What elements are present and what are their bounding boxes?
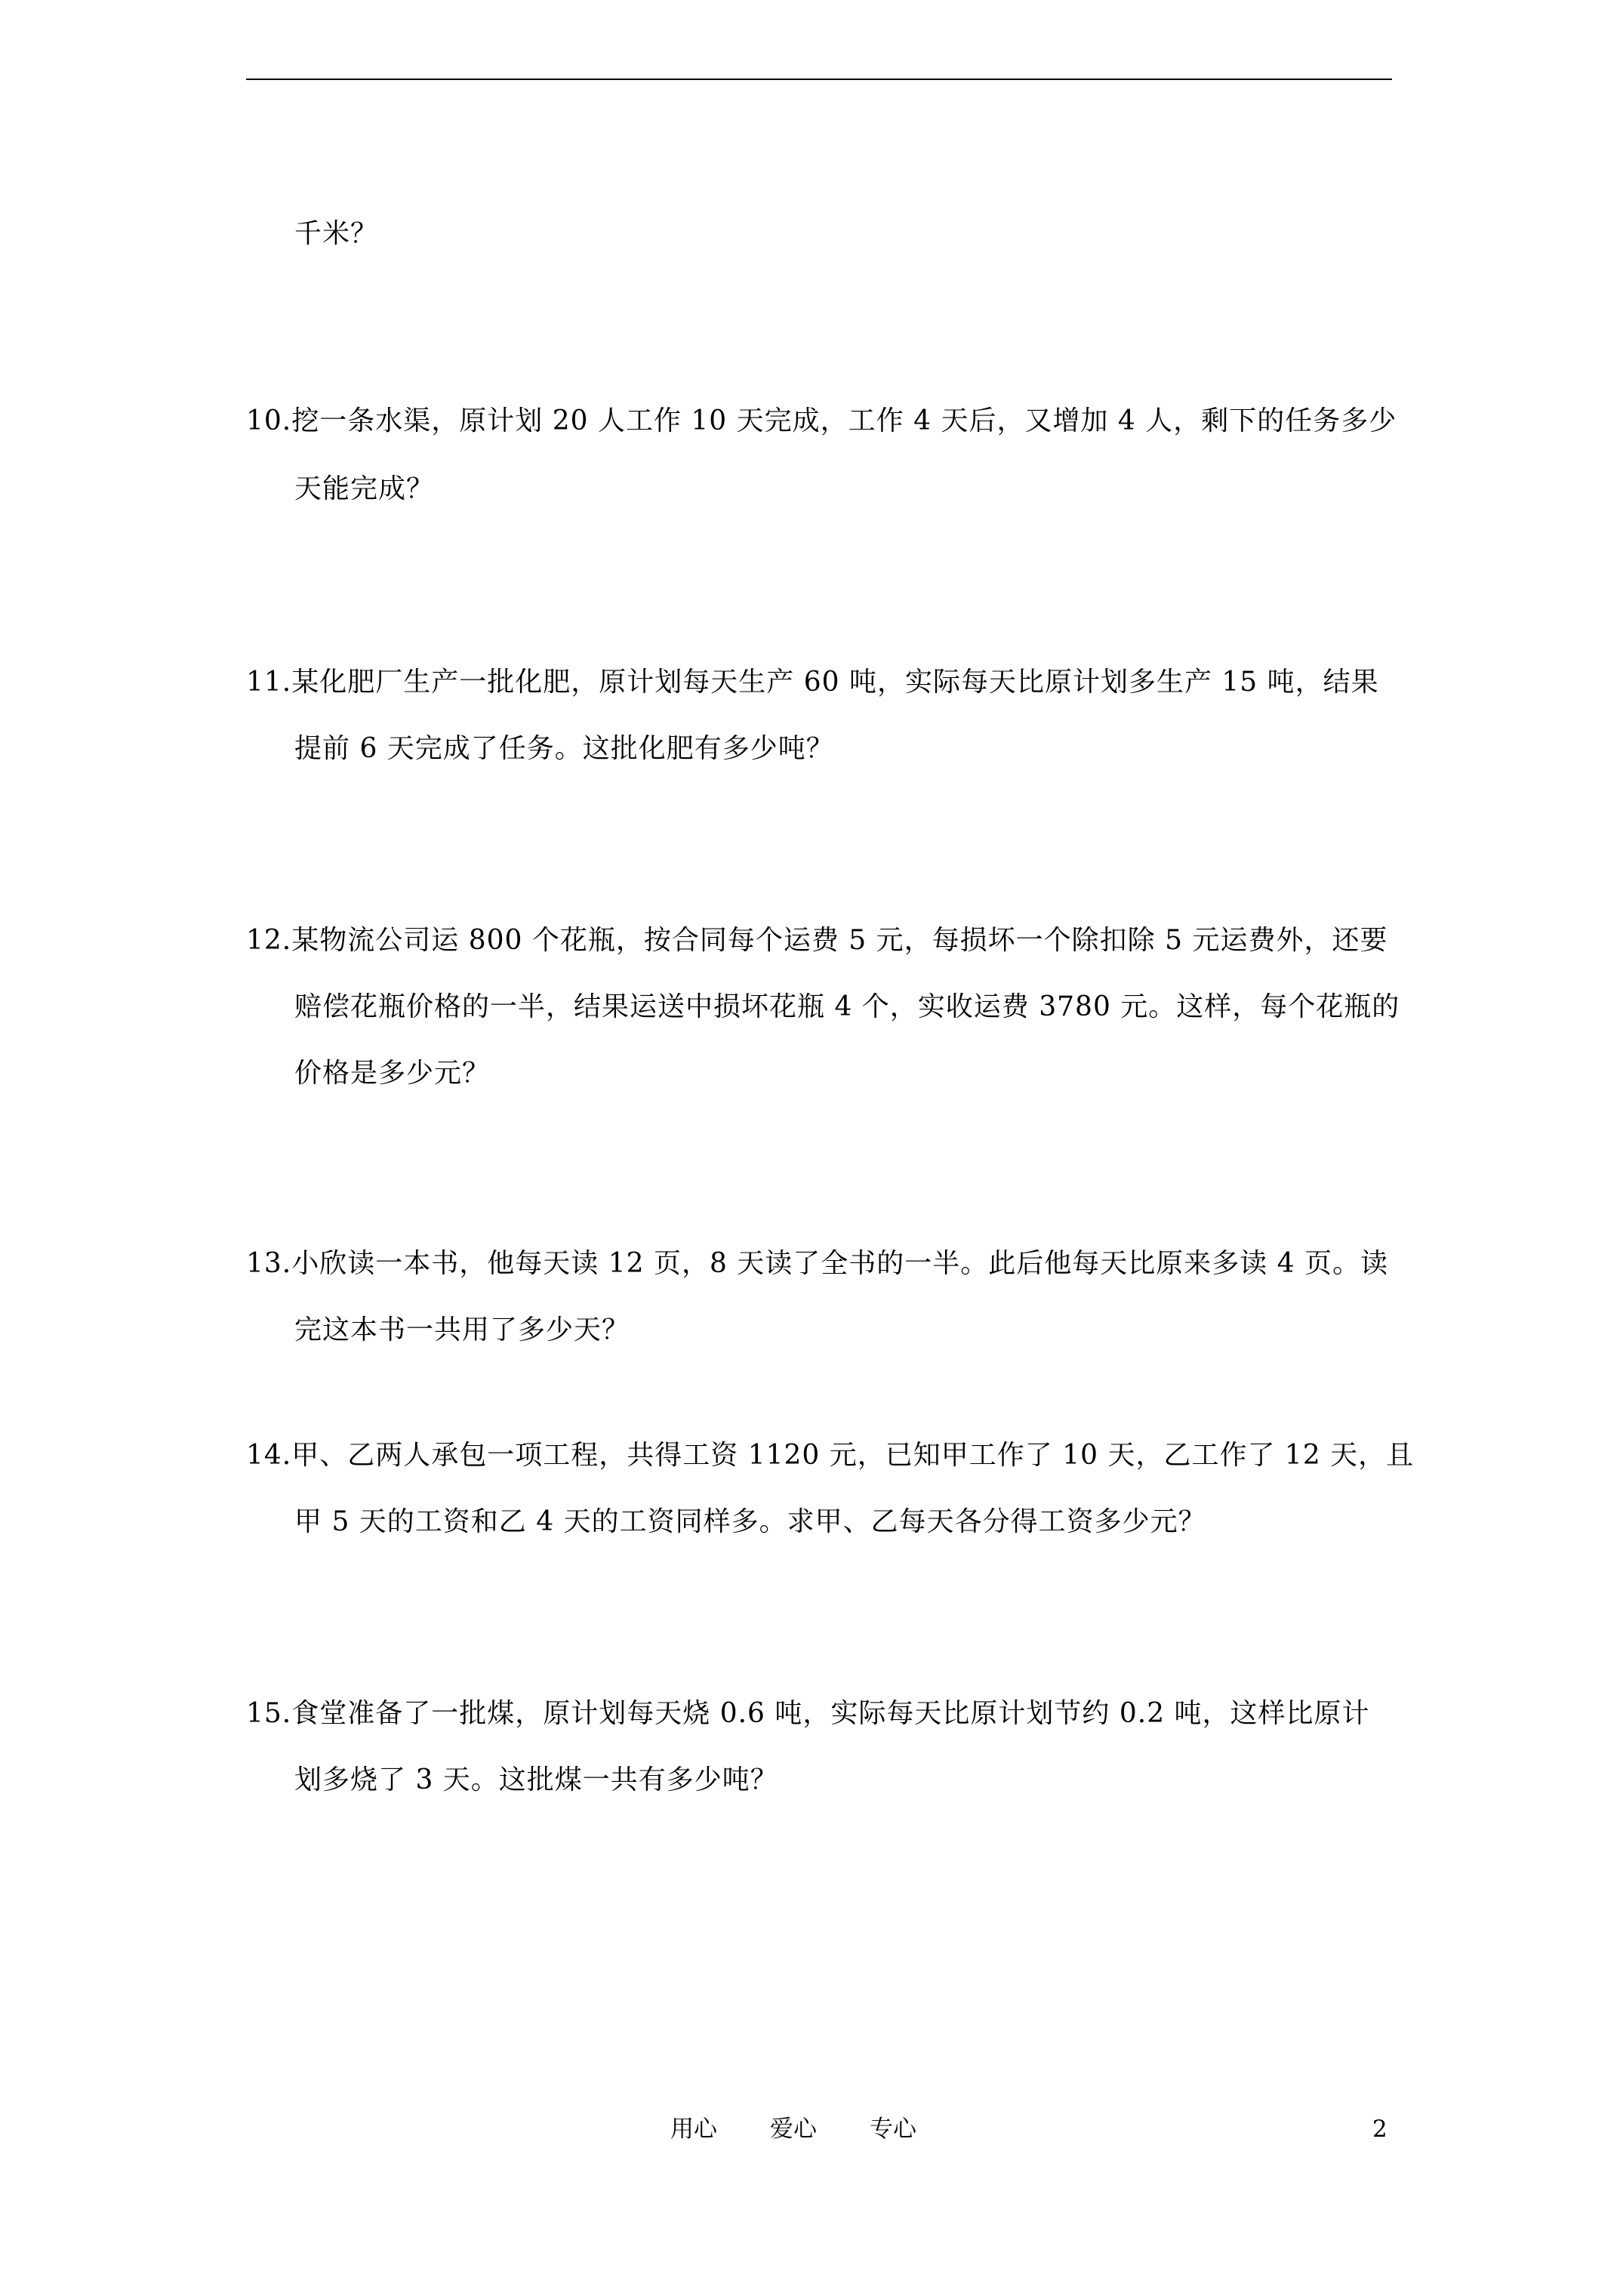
header-rule (246, 79, 1392, 80)
question-text: 提前 6 天完成了任务。这批化肥有多少吨？ (294, 733, 834, 764)
continuation-text: 千米？ (294, 218, 379, 249)
footer-word: 用心 (670, 2116, 717, 2143)
question-text: 天能完成？ (294, 473, 435, 504)
question-number: 11. (246, 667, 292, 698)
question-line (246, 1246, 1388, 1282)
question-line (246, 403, 1397, 439)
question-line (246, 664, 1379, 701)
question-text: 某物流公司运 800 个花瓶，按合同每个运费 5 元，每损坏一个除扣除 5 元运费外，还要 (291, 925, 1388, 956)
question-text: 划多烧了 3 天。这批煤一共有多少吨？ (294, 1764, 778, 1795)
question-text: 某化肥厂生产一批化肥，原计划每天生产 60 吨，实际每天比原计划多生产 15 吨，结果 (291, 667, 1379, 698)
question-number: 12. (246, 925, 292, 956)
question-text: 挖一条水渠，原计划 20 人工作 10 天完成，工作 4 天后，又增加 4 人，剩下的任务多少 (291, 405, 1397, 436)
question-number: 14. (246, 1440, 292, 1471)
question-text: 完这本书一共用了多少天？ (294, 1314, 630, 1345)
question-number: 15. (246, 1698, 292, 1729)
question-text: 价格是多少元？ (294, 1058, 491, 1089)
question-text: 甲 5 天的工资和乙 4 天的工资同样多。求甲、乙每天各分得工资多少元？ (294, 1506, 1206, 1537)
question-text: 食堂准备了一批煤，原计划每天烧 0.6 吨，实际每天比原计划节约 0.2 吨，这样比原计 (291, 1698, 1370, 1729)
question-number: 13. (246, 1248, 292, 1279)
footer-word: 专心 (870, 2116, 916, 2143)
question-number: 10. (246, 405, 292, 436)
question-text: 小欣读一本书，他每天读 12 页，8 天读了全书的一半。此后他每天比原来多读 4 页。读 (291, 1248, 1389, 1279)
question-text: 赔偿花瓶价格的一半，结果运送中损坏花瓶 4 个，实收运费 3780 元。这样，每个花瓶的 (294, 991, 1400, 1022)
footer-word: 爱心 (770, 2116, 817, 2143)
question-line (246, 923, 1387, 959)
page-number: 2 (1372, 2116, 1387, 2143)
question-line (246, 1438, 1414, 1474)
question-line (246, 1696, 1370, 1732)
question-text: 甲、乙两人承包一项工程，共得工资 1120 元，已知甲工作了 10 天，乙工作了 12 天，且 (291, 1440, 1415, 1471)
